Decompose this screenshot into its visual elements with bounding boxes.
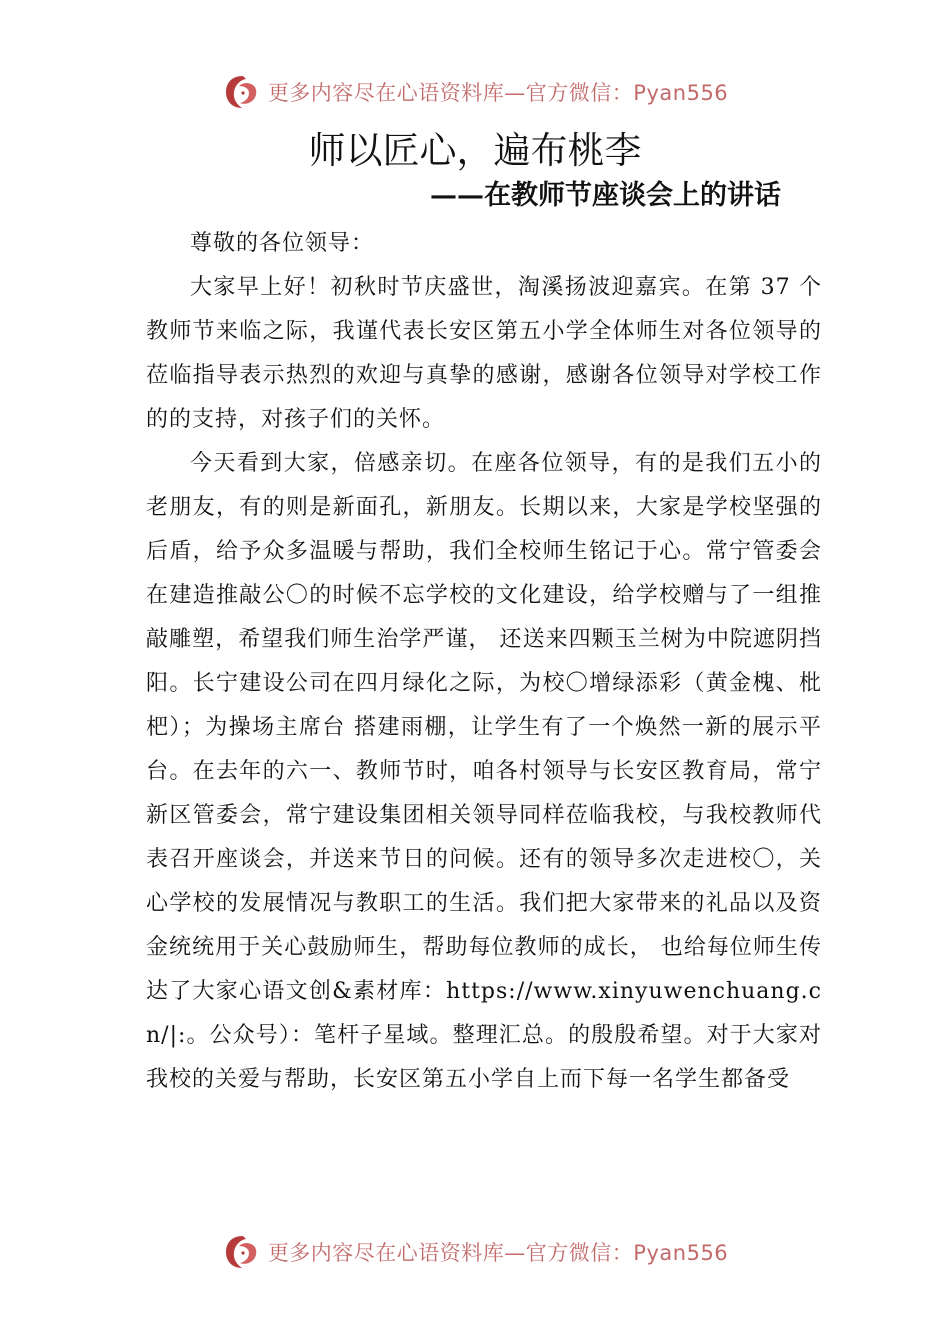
document-body — [146, 222, 822, 1102]
footer-banner-text: 更多内容尽在心语资料库—官方微信：Pyan556 — [267, 1241, 729, 1265]
header-banner-text: 更多内容尽在心语资料库—官方微信：Pyan556 — [267, 81, 729, 105]
paragraph-1: 大家早上好！初秋时节庆盛世，淘溪扬波迎嘉宾。在第 37 个教师节来临之际，我谨代表长安区第五小学全体师生对各位领导的莅临指导表示热烈的欢迎与真挚的感谢，感谢各位领导对学校工作的的支持，对孩子们的关怀。 — [146, 275, 822, 432]
document-subtitle: ——在教师节座谈会上的讲话 — [430, 180, 781, 211]
footer-banner — [0, 1230, 950, 1274]
xinyu-logo-icon — [222, 72, 262, 112]
header-banner — [0, 70, 950, 114]
paragraph-2: 今天看到大家，倍感亲切。在座各位领导，有的是我们五小的老朋友，有的则是新面孔，新朋友。长期以来，大家是学校坚强的后盾，给予众多温暖与帮助，我们全校师生铭记于心。常宁管委会在建造推敲公〇的时候不忘学校的文化建设，给学校赠与了一组推敲雕塑，希望我们师生治学严谨， 还送来四颗玉兰树为中院遮阴挡阳。长宁建设公司在四月绿化之际，为校〇增绿添彩（黄金槐、枇杷）；为操场主席台 搭建雨棚，让学生有了一个焕然一新的展示平台。在去年的六一、教师节时，咱各村领导与长安区教育局，常宁新区管委会，常宁建设集团相关领导同样莅临我校，与我校教师代表召开座谈会，并送来节日的问候。还有的领导多次走进校〇，关心学校的发展情况与教职工的生活。我们把大家带来的礼品以及资金统统用于关心鼓励师生，帮助每位教师的成长， 也给每位师生传达了大家心语文创&素材库：https://www.xinyuwenchuang.cn/|:。公众号）：笔杆子星域。整理汇总。的殷殷希望。对于大家对我校的关爱与帮助，长安区第五小学自上而下每一名学生都备受 — [146, 451, 822, 1092]
xinyu-logo-icon — [222, 1232, 262, 1272]
salutation: 尊敬的各位领导： — [190, 231, 375, 256]
document-title: 师以匠心，遍布桃李 — [308, 129, 642, 172]
